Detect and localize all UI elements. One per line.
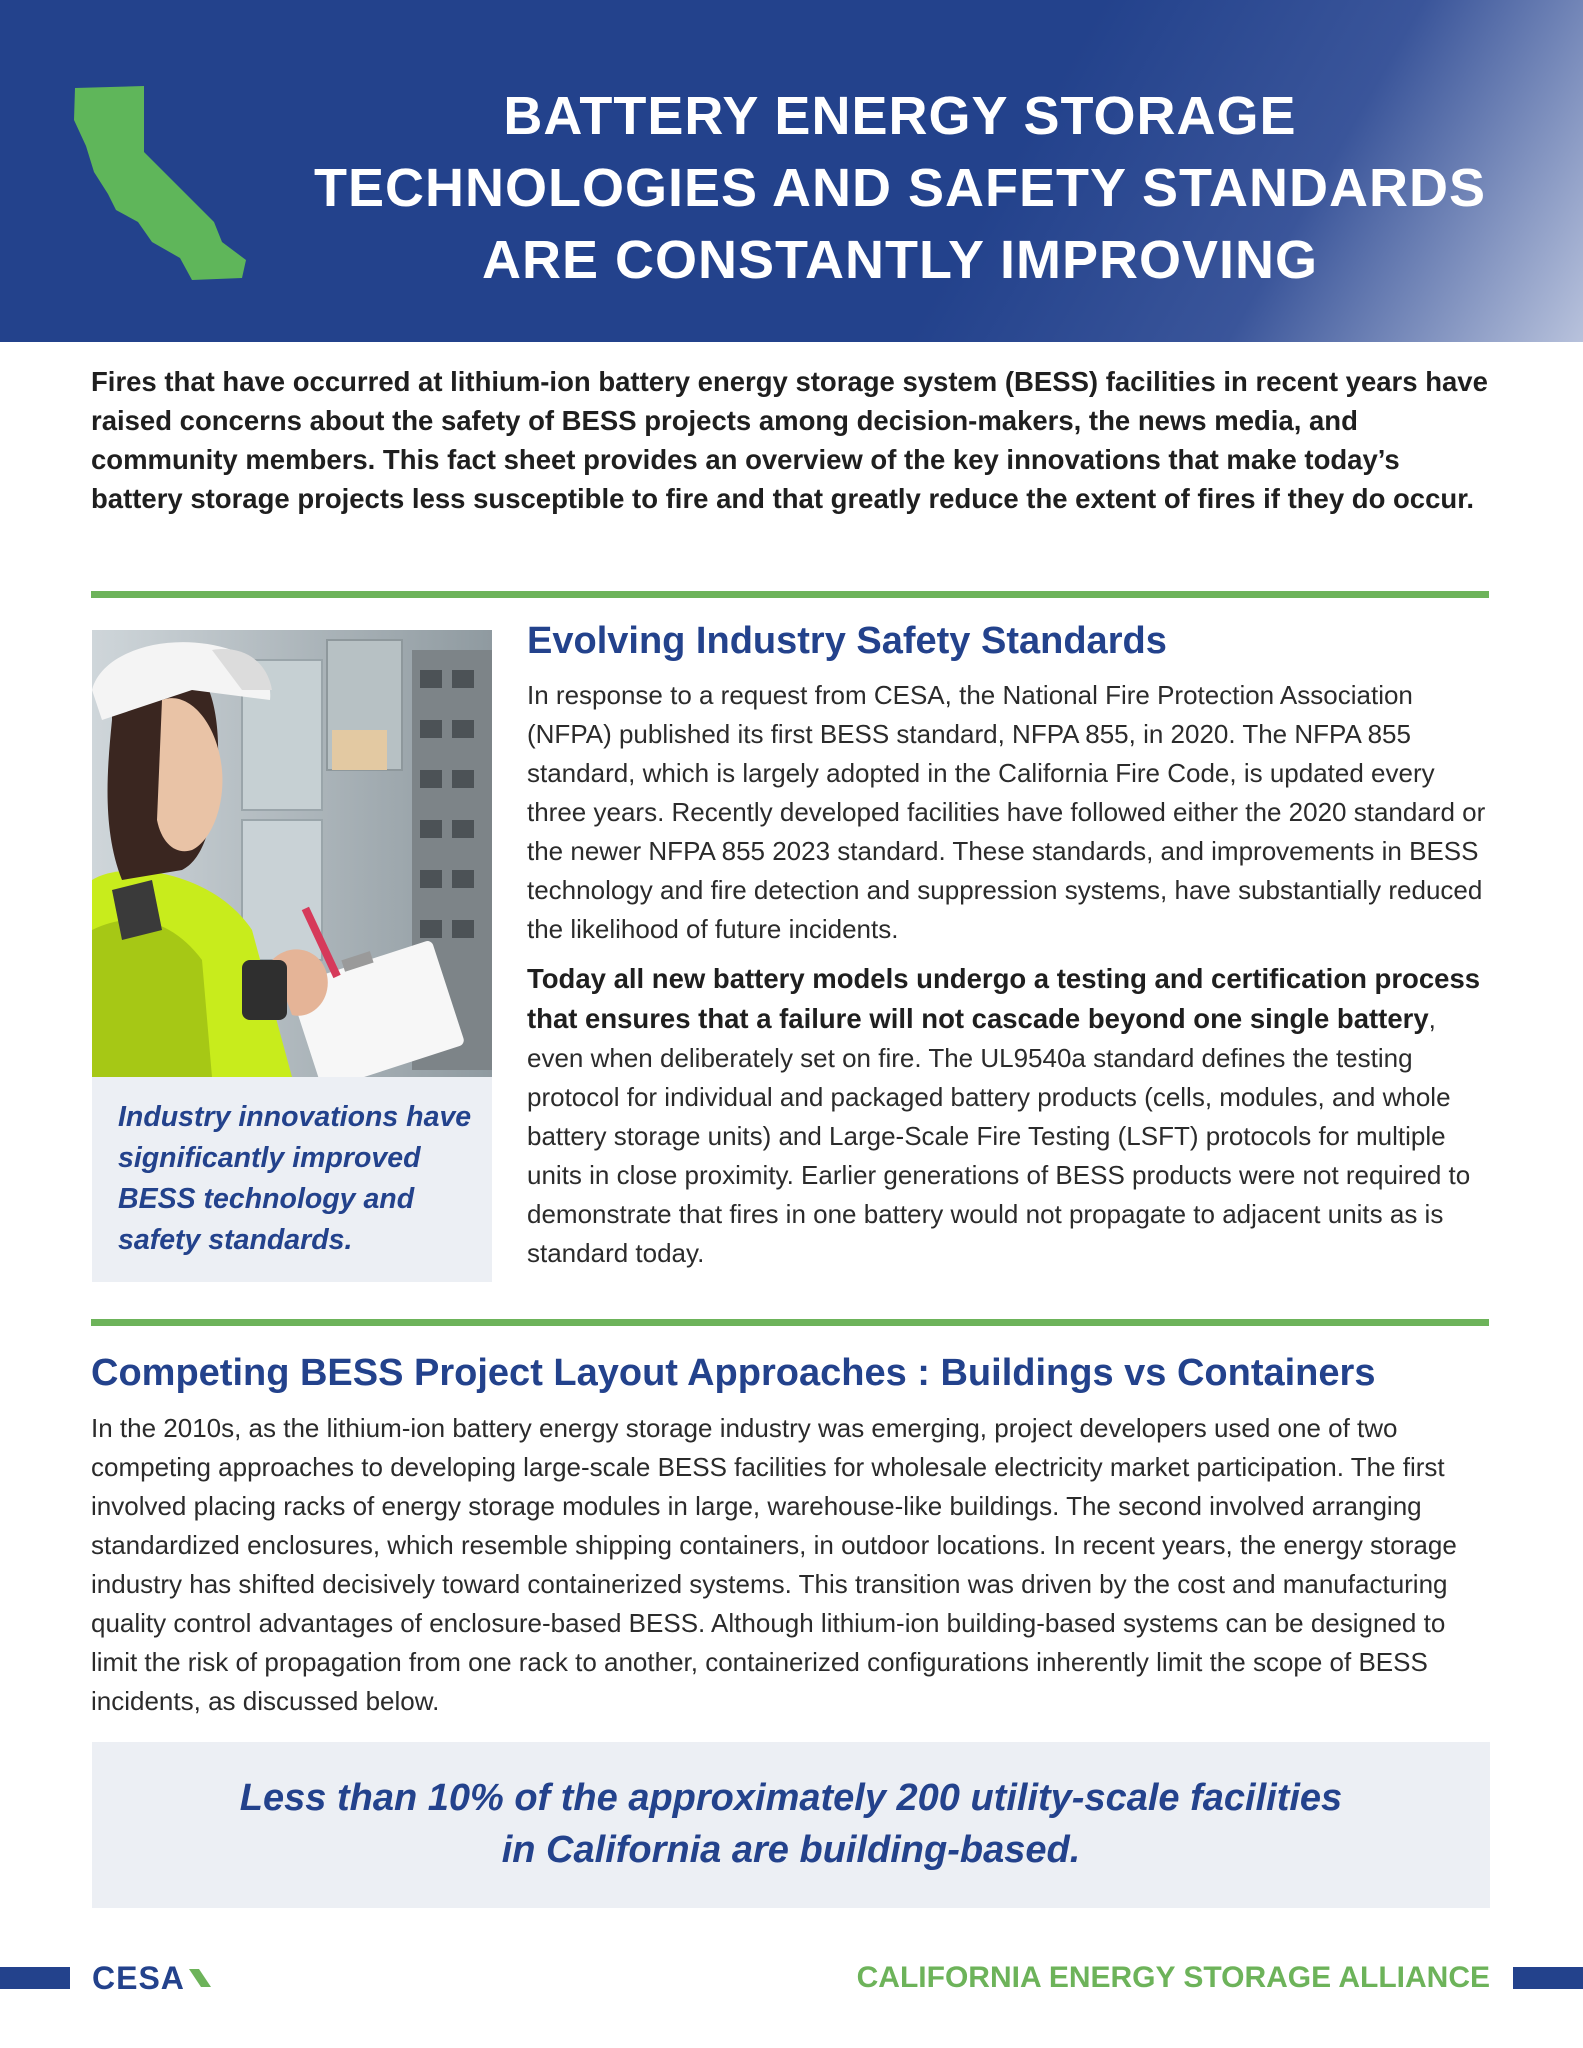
title-line-3: ARE CONSTANTLY IMPROVING: [481, 230, 1319, 290]
callout-box: [92, 1742, 1490, 1908]
layout-approaches-paragraph: In the 2010s, as the lithium-ion battery energy storage industry was emerging, project developers used one of two competing approaches to developing large-scale BESS facilities for wholesale electricity market participation. The first involved placing racks of energy storage modules in large, warehouse-like buildings. The second involved arranging standardized enclosures, which resemble shipping containers, in outdoor locations. In recent years, the energy storage industry has shifted decisively toward containerized systems. This transition was driven by the cost and manufacturing quality control advantages of enclosure-based BESS. Although lithium-ion building-based systems can be designed to limit the risk of propagation from one rack to another, containerized configurations inherently limit the scope of BESS incidents, as discussed below.: [91, 1413, 1457, 1716]
footer-accent-right: [1513, 1967, 1583, 1989]
section-heading-layout-approaches: Competing BESS Project Layout Approaches : Buildings vs Containers: [91, 1352, 1376, 1394]
footer-organization-name: CALIFORNIA ENERGY STORAGE ALLIANCE: [856, 1961, 1490, 1994]
intro-paragraph: Fires that have occurred at lithium-ion battery energy storage system (BESS) facilities in recent years have raised concerns about the safety of BESS projects among decision-makers, the news media, and community members. This fact sheet provides an overview of the key innovations that make today’s battery storage projects less susceptible to fire and that greatly reduce the extent of fires if they do occur.: [91, 366, 1488, 514]
callout-line-1: Less than 10% of the approximately 200 utility-scale facilities: [239, 1777, 1343, 1819]
section-divider: [91, 1319, 1489, 1326]
title-line-1: BATTERY ENERGY STORAGE: [503, 86, 1297, 146]
callout-text: [92, 1772, 1490, 1876]
cesa-logo-text: CESA: [92, 1960, 185, 1996]
photo-caption: Industry innovations have significantly improved BESS technology and safety standards.: [118, 1101, 472, 1256]
certification-details: , even when deliberately set on fire. The UL9540a standard defines the testing protocol for individual and packaged battery products (cells, modules, and whole battery storage units) and Large-Scale Fire Testing (LSFT) protocols for multiple units in close proximity. Earlier generations of BESS products were not required to demonstrate that fires in one battery would not propagate to adjacent units as is standard today.: [527, 1004, 1471, 1268]
cesa-logo-mark-icon: [187, 1965, 213, 1991]
title-line-2: TECHNOLOGIES AND SAFETY STANDARDS: [313, 158, 1487, 218]
header-banner: [0, 0, 1583, 342]
section-divider: [91, 591, 1489, 598]
safety-standards-paragraph-2: [527, 959, 1497, 1273]
safety-standards-paragraph-1: In response to a request from CESA, the National Fire Protection Association (NFPA) published its first BESS standard, NFPA 855, in 2020. The NFPA 855 standard, which is largely adopted in the California Fire Code, is updated every three years. Recently developed facilities have followed either the 2020 standard or the newer NFPA 855 2023 standard. These standards, and improvements in BESS technology and fire detection and suppression systems, have substantially reduced the likelihood of future incidents.: [527, 680, 1486, 944]
section-heading-safety-standards: Evolving Industry Safety Standards: [527, 620, 1167, 662]
certification-highlight: Today all new battery models undergo a testing and certification process that ensures that a failure will not cascade beyond one single battery: [527, 963, 1481, 1034]
page-title: [300, 80, 1500, 296]
worker-photo: [92, 630, 492, 1077]
cesa-logo: [92, 1958, 213, 1998]
worker-illustration: [92, 630, 492, 1077]
california-map-icon: [72, 82, 264, 282]
footer-accent-left: [0, 1967, 70, 1989]
callout-line-2: in California are building-based.: [501, 1829, 1081, 1871]
photo-caption-box: [92, 1077, 492, 1282]
